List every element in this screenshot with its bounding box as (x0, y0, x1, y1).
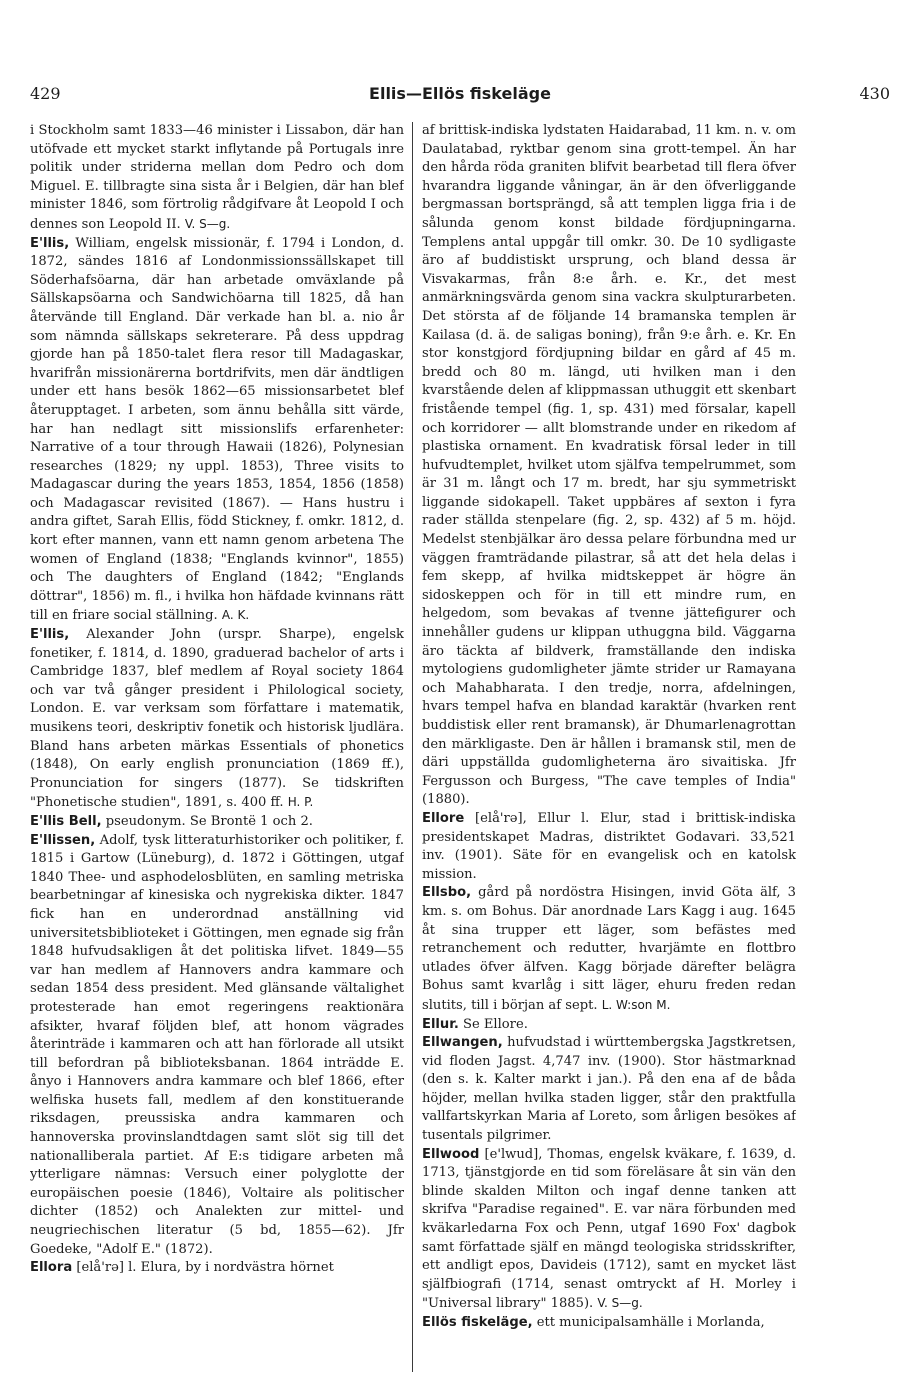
entry-paragraph (422, 810, 796, 884)
entry-text: [elå'rə], Ellur l. Elur, stad i brittisk-indiska presidentskapet Madras, distriktet Godavari. 33,521 inv. (1901). Säte för en evangelisk och en katolsk mission. (422, 810, 796, 882)
entry-headword: Ellsbo, (422, 885, 472, 901)
left-column (30, 122, 404, 1372)
entry-text: [elå'rə] l. Elura, by i nordvästra hörnet (76, 1260, 334, 1276)
entry-paragraph (422, 1146, 796, 1314)
entry-headword: Ellur. (422, 1016, 459, 1032)
entry-text: ett municipalsamhälle i Morlanda, (536, 1315, 765, 1330)
entry-text: [e'lwud], Thomas, engelsk kväkare, f. 1639, d. 1713, tjänstgjorde en tid som föreläsare åt sin vän den blinde skalden Milton och ingaf denne tanken att skrifva "Paradise regained". E. var nära förbunden med kväkarledarna Fox och Penn, utgaf 1690 Fox' dagbok samt författade själf en mängd teologiska stridsskrifter, ett andligt epos, Davideis (1712), samt en mycket läst själfbiografi (1714, senast omtryckt af H. Morley i "Universal library" 1885). (422, 1146, 796, 1312)
entry-headword: E'llis, (30, 235, 70, 251)
author-signature: L. W:son M. (601, 997, 671, 1012)
entry-text: pseudonym. Se Brontë 1 och 2. (105, 813, 313, 829)
entry-headword: E'llis Bell, (30, 813, 102, 829)
entry-text: Se Ellore. (462, 1016, 528, 1032)
author-signature: V. S—g. (184, 216, 231, 231)
author-signature: H. P. (287, 795, 314, 810)
author-signature: A. K. (221, 608, 250, 623)
entry-paragraph (30, 122, 404, 235)
entry-headword: Ellore (422, 810, 465, 826)
page-number-right: 430 (859, 84, 890, 103)
entry-paragraph (422, 1314, 796, 1333)
running-title: Ellis—Ellös fiskeläge (369, 84, 551, 103)
entry-text: Alexander John (urspr. Sharpe), engelsk fonetiker, f. 1814, d. 1890, graduerad bachelor of arts i Cambridge 1837, blef medlem af Royal society 1864 och var två gånger president i Philological society, London. E. var verksam som författare i matematik, musikens teori, deskriptiv fonetik och historisk ljudlära. Bland hans arbeten märkas Essentials of phonetics (1848), On early english pronunciation (1869 ff.), Pronunciation for singers (1877). Se tidskriften "Phonetische studien", 1891, s. 400 ff. (30, 627, 404, 811)
page-number-left: 429 (30, 84, 61, 103)
page-header (30, 84, 890, 110)
entry-paragraph (30, 626, 404, 813)
column-divider (412, 122, 413, 1372)
entry-text: William, engelsk missionär, f. 1794 i London, d. 1872, sändes 1816 af Londonmissionssällskapet till Söderhafsöarna, där han arbetade omväxlande på Sällskapsöarna och Sandwichöarna till 1825, då han återvände till England. Där verkade han bl. a. nio år som nämnda sällskaps sekreterare. På dess uppdrag gjorde han på 1850-talet flera resor till Madagaskar, hvarifrån missionärerna bortdrifvits, men där ändtligen under ett hans besök 1862—65 missionsarbetet blef återupptaget. I arbeten, som ännu behålla sitt värde, har han nedlagt sitt missionslifs erfarenheter: Narrative of a tour through Hawaii (1826), Polynesian researches (1829; ny uppl. 1853), Three visits to Madagascar during the years 1853, 1854, 1856 (1858) och Madagascar revisited (1867). — Hans hustru i andra giftet, Sarah Ellis, född Stickney, f. omkr. 1812, d. kort efter mannen, vann ett namn genom arbetena The women of England (1838; "Englands kvinnor", 1855) och The daughters of England (1842; "Englands döttrar", 1856) m. fl., i hvilka hon häfdade kvinnans rätt till en friare social ställning. (30, 235, 404, 624)
entry-text: hufvudstad i württembergska Jagstkretsen, vid floden Jagst. 4,747 inv. (1900). Stor hästmarknad (den s. k. Kalter markt i jan.). På den ena af de båda höjder, mellan hvilka staden ligger, står den praktfulla vallfartskyrkan Maria af Loreto, som årligen besökes af tusentals pilgrimer. (422, 1035, 796, 1144)
entry-paragraph (30, 235, 404, 626)
entry-paragraph (422, 1016, 796, 1035)
entry-headword: E'llis, (30, 627, 70, 643)
entry-paragraph (30, 832, 404, 1260)
entry-paragraph (30, 813, 404, 832)
entry-text: gård på nordöstra Hisingen, invid Göta älf, 3 km. s. om Bohus. Där anordnade Lars Kagg i aug. 1645 åt sina trupper ett läger, som befästes med retranchement och redutter, hvarjämte en flottbro utlades öfver älfven. Kagg började därefter belägra Bohus samt kvarlåg i sitt läger, ehuru freden redan slutits, till i början af sept. (422, 885, 796, 1013)
author-signature: V. S—g. (597, 1296, 643, 1311)
entry-paragraph (422, 122, 796, 810)
entry-headword: Ellwood (422, 1146, 480, 1162)
entry-text: Adolf, tysk litteraturhistoriker och politiker, f. 1815 i Gartow (Lüneburg), d. 1872 i Göttingen, utgaf 1840 Thee- und asphodelosblüten, en samling metriska bearbetningar af kinesiska och nygrekiska dikter. 1847 fick han en underordnad anställning vid universitetsbiblioteket i Göttingen, men egnade sig från 1848 hufvudsakligen åt det politiska lifvet. 1849—55 var han medlem af Hannovers andra kammare och sedan 1854 dess president. Med glänsande vältalighet protesterade han emot regeringens reaktionära afsikter, hvaraf följden blef, att honom vägrades återinträde i kammaren och att han förlorade all utsikt till befordran på biblioteksbanan. 1864 inträdde E. ånyo i Hannovers andra kammare och blef 1866, efter welfiska husets fall, medlem af den konstituerande riksdagen, preussiska andra kammaren och hannoverska provinslandtdagen samt slöt sig till det nationalliberala partiet. Af E:s tidigare arbeten må ytterligare nämnas: Versuch einer polyglotte der europäischen poesie (1846), Voltaire als politischer dichter (1852) och Analekten zur mittel- und neugriechischen literatur (5 bd, 1855—62). Jfr Goedeke, "Adolf E." (1872). (30, 832, 404, 1257)
entry-text: af brittisk-indiska lydstaten Haidarabad, 11 km. n. v. om Daulatabad, ryktbar genom sina grott-tempel. Än har den hårda röda graniten blifvit bearbetad till flera öfver hvarandra liggande våningar, än är den öfverliggande bergmassan bortsprängd, så att templen ligga fria i de sålunda genom konst bildade fördjupningarna. Templens antal uppgår till omkr. 30. De 10 sydligaste äro af buddistiskt ursprung, och bland dessa är Visvakarmas, från 8:e årh. e. Kr., det mest anmärkningsvärda genom sina vackra skulpturarbeten. Det största af de följande 14 bramanska templen är Kailasa (d. ä. de saligas boning), från 9:e årh. e. Kr. En stor konstgjord fördjupning bildar en gård af 45 m. bredd och 80 m. längd, uti hvilken man i den kvarstående delen af klippmassan uthuggit ett skenbart fristående tempel (fig. 1, sp. 431) med försalar, kapell och korridorer — allt blomstrande under en rikedom af plastiska ornament. En kvadratisk försal leder in till hufvudtemplet, hvilket utom själfva tempelrummet, som är 31 m. långt och 17 m. bredt, har sju symmetriskt liggande sidokapell. Taket uppbäres af sexton i fyra rader ställda stenpelare (fig. 2, sp. 432) af 5 m. höjd. Medelst stenbjälkar äro dessa pelare förbundna med ur väggen framträdande pilastrar, så att det hela delas i fem skepp, af hvilka midtskeppet är högre än sidoskeppen och för in till ett mindre rum, en helgedom, som bevakas af tvenne jättefigurer och innehåller gudens ur klippan uthuggna bild. Väggarna äro täckta af bildverk, framställande den indiska mytologiens gudomligheter jämte strider ur Ramayana och Mahabharata. I den tredje, norra, afdelningen, hvars tempel hafva en blandad karaktär (hvarken rent buddistisk eller rent bramansk), är Dhumarlenagrottan den märkligaste. Den är hållen i bramansk stil, men de däri uppställda gudomligheterna äro sivaitiska. Jfr Fergusson och Burgess, "The cave temples of India" (1880). (422, 123, 796, 808)
entry-headword: E'llissen, (30, 832, 96, 848)
entry-headword: Ellös fiskeläge, (422, 1315, 533, 1330)
entry-headword: Ellwangen, (422, 1035, 503, 1051)
entry-paragraph (422, 1034, 796, 1146)
entry-text: i Stockholm samt 1833—46 minister i Lissabon, där han utöfvade ett mycket starkt inflytande på Portugals inre politik under striderna mellan dom Pedro och dom Miguel. E. tillbragte sina sista år i Belgien, där han blef minister 1846, som förtrolig rådgifvare åt Leopold I och dennes son Leopold II. (30, 123, 404, 232)
entry-paragraph (30, 1259, 404, 1278)
right-column (422, 122, 796, 1372)
entry-headword: Ellora (30, 1260, 73, 1276)
entry-paragraph (422, 884, 796, 1015)
